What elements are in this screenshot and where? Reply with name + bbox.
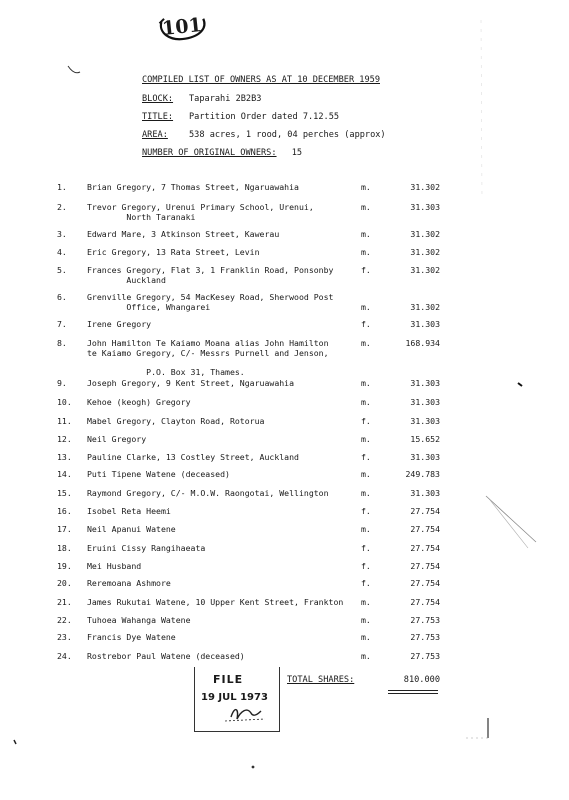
owner-sex: m. <box>361 397 371 407</box>
owner-number: 18. <box>57 543 72 553</box>
owner-sex: f. <box>361 265 371 275</box>
owner-name: Trevor Gregory, Urenui Primary School, Urenui, North Taranaki <box>87 202 314 222</box>
owner-number: 14. <box>57 469 72 479</box>
owner-sex: f. <box>361 578 371 588</box>
owner-sex: f. <box>361 543 371 553</box>
owner-share: 31.303 <box>410 319 440 329</box>
owner-share: 27.754 <box>410 543 440 553</box>
owner-share: 31.302 <box>410 229 440 239</box>
owner-number: 9. <box>57 378 67 388</box>
owner-name: Puti Tipene Watene (deceased) <box>87 469 230 479</box>
owner-number: 7. <box>57 319 67 329</box>
owner-name: Rostrebor Paul Watene (deceased) <box>87 651 245 661</box>
owner-share: 31.302 <box>410 247 440 257</box>
owner-share: 168.934 <box>405 338 440 348</box>
owner-number: 20. <box>57 578 72 588</box>
owner-number: 3. <box>57 229 67 239</box>
owner-share: 27.753 <box>410 615 440 625</box>
owner-sex: m. <box>361 434 371 444</box>
title-value: Partition Order dated 7.12.55 <box>189 112 340 122</box>
owner-name: Joseph Gregory, 9 Kent Street, Ngaruawahia <box>87 378 295 388</box>
owner-share: 31.303 <box>410 202 440 212</box>
owner-name: Irene Gregory <box>87 319 152 329</box>
title-label: TITLE: <box>142 112 174 122</box>
owner-name: Pauline Clarke, 13 Costley Street, Auckland <box>87 452 299 462</box>
folio-text: 101 <box>161 13 203 41</box>
owner-share: 15.652 <box>410 434 440 444</box>
owner-share: 31.302 <box>410 182 440 192</box>
owner-number: 8. <box>57 338 67 348</box>
owner-name: Frances Gregory, Flat 3, 1 Franklin Road, Ponsonby Auckland <box>87 265 334 285</box>
owner-sex: m. <box>361 651 371 661</box>
owner-number: 24. <box>57 651 72 661</box>
owner-share: 27.754 <box>410 524 440 534</box>
owner-name: James Rukutai Watene, 10 Upper Kent Street, Frankton <box>87 597 344 607</box>
owner-share: 27.754 <box>410 561 440 571</box>
owner-name: John Hamilton Te Kaiamo Moana alias John Hamilton te Kaiamo Gregory, C/- Messrs Purnell and Jenson, P.O. Box 31, Thames. <box>87 338 329 377</box>
owner-number: 2. <box>57 202 67 212</box>
owner-name: Francis Dye Watene <box>87 632 176 642</box>
owner-name: Tuhoea Wahanga Watene <box>87 615 191 625</box>
owner-share: 31.303 <box>410 397 440 407</box>
owner-name: Mabel Gregory, Clayton Road, Rotorua <box>87 416 265 426</box>
owner-sex: m. <box>361 247 371 257</box>
owner-name: Mei Husband <box>87 561 142 571</box>
owner-share: 31.303 <box>410 416 440 426</box>
owner-sex: f. <box>361 506 371 516</box>
owner-share: 27.753 <box>410 632 440 642</box>
owner-number: 19. <box>57 561 72 571</box>
owner-sex: m. <box>361 632 371 642</box>
owner-share: 31.303 <box>410 488 440 498</box>
owner-number: 11. <box>57 416 72 426</box>
owner-number: 12. <box>57 434 72 444</box>
area-label: AREA: <box>142 130 168 140</box>
owner-number: 23. <box>57 632 72 642</box>
owner-share: 27.754 <box>410 506 440 516</box>
owner-name: Edward Mare, 3 Atkinson Street, Kawerau <box>87 229 280 239</box>
owner-name: Isobel Reta Heemi <box>87 506 171 516</box>
page-title: COMPILED LIST OF OWNERS AS AT 10 DECEMBER 1959 <box>142 75 380 85</box>
owner-sex: m. <box>361 338 371 348</box>
owner-sex: m. <box>361 229 371 239</box>
owner-number: 5. <box>57 265 67 275</box>
owner-share: 31.302 <box>410 265 440 275</box>
stamp-date: 19 JUL 1973 <box>201 692 268 703</box>
owner-number: 13. <box>57 452 72 462</box>
owner-share: 27.754 <box>410 597 440 607</box>
owner-sex: m. <box>361 488 371 498</box>
owner-sex: m. <box>361 524 371 534</box>
owner-sex: m. <box>361 615 371 625</box>
owner-share: 27.754 <box>410 578 440 588</box>
owner-name: Reremoana Ashmore <box>87 578 171 588</box>
owner-sex: m. <box>361 597 371 607</box>
owner-share: 31.303 <box>410 452 440 462</box>
total-shares-value: 810.000 <box>403 675 440 685</box>
owner-number: 17. <box>57 524 72 534</box>
owner-name: Grenville Gregory, 54 MacKesey Road, Sherwood Post Office, Whangarei <box>87 292 334 312</box>
owner-name: Kehoe (keogh) Gregory <box>87 397 191 407</box>
owner-name: Eruini Cissy Rangihaeata <box>87 543 206 553</box>
owner-sex: m. <box>361 182 371 192</box>
owner-number: 10. <box>57 397 72 407</box>
owner-number: 22. <box>57 615 72 625</box>
owner-share: 27.753 <box>410 651 440 661</box>
owner-sex: m. <box>361 202 371 212</box>
owner-name: Eric Gregory, 13 Rata Street, Levin <box>87 247 260 257</box>
owners-count-label: NUMBER OF ORIGINAL OWNERS: <box>142 148 277 158</box>
owner-name: Brian Gregory, 7 Thomas Street, Ngaruawahia <box>87 182 299 192</box>
owner-sex: f. <box>361 319 371 329</box>
owner-number: 15. <box>57 488 72 498</box>
owner-share: 249.783 <box>405 469 440 479</box>
owner-number: 4. <box>57 247 67 257</box>
area-value: 538 acres, 1 rood, 04 perches (approx) <box>189 130 386 140</box>
owner-number: 21. <box>57 597 72 607</box>
owner-sex: m. <box>361 378 371 388</box>
owner-sex: m. <box>361 301 371 312</box>
owner-number: 16. <box>57 506 72 516</box>
stamp-file-word: FILE <box>213 673 244 686</box>
owner-sex: f. <box>361 452 371 462</box>
block-label: BLOCK: <box>142 94 174 104</box>
owners-count-value: 15 <box>291 148 303 158</box>
owner-number: 6. <box>57 292 67 302</box>
owner-name: Neil Gregory <box>87 434 147 444</box>
block-value: Taparahi 2B2B3 <box>189 94 262 104</box>
owner-sex: f. <box>361 561 371 571</box>
owner-name: Raymond Gregory, C/- M.O.W. Raongotai, Wellington <box>87 488 329 498</box>
owner-name: Neil Apanui Watene <box>87 524 176 534</box>
total-shares-label: TOTAL SHARES: <box>287 675 355 685</box>
owner-share: 31.303 <box>410 378 440 388</box>
owner-sex: m. <box>361 469 371 479</box>
owner-share: 31.302 <box>410 301 440 312</box>
owner-sex: f. <box>361 416 371 426</box>
owner-number: 1. <box>57 182 67 192</box>
